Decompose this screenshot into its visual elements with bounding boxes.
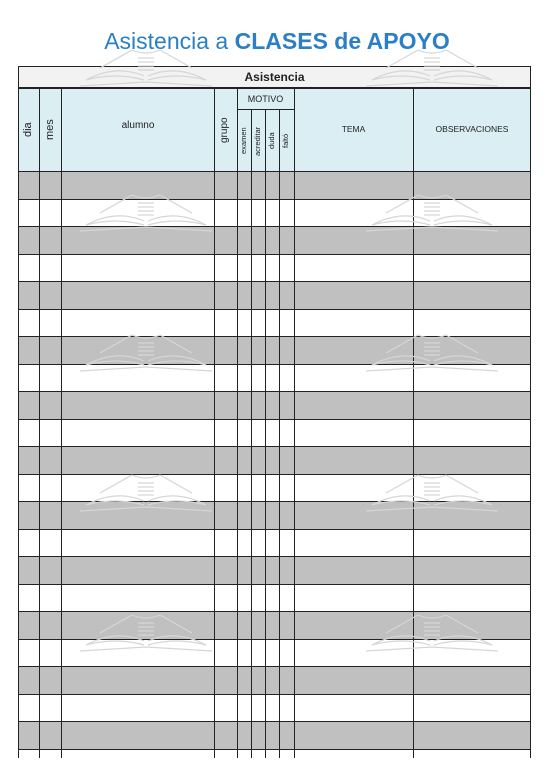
table-row <box>18 226 531 254</box>
grid-line <box>530 88 531 758</box>
grid-line <box>265 109 266 758</box>
col-header-alumno: alumno <box>62 120 214 131</box>
table-row <box>18 391 531 419</box>
col-header-mes: mes <box>43 116 57 144</box>
grid-line <box>279 109 280 758</box>
title-regular: Asistencia a <box>104 28 234 54</box>
grid-line <box>18 88 19 758</box>
grid-line <box>214 88 215 758</box>
table-row <box>18 419 531 447</box>
table-row <box>18 254 531 282</box>
table-row <box>18 446 531 474</box>
banner-label: Asistencia <box>18 66 531 88</box>
table-row <box>18 749 531 776</box>
table-row <box>18 171 531 199</box>
table-row <box>18 639 531 667</box>
table-row <box>18 584 531 612</box>
col-header-observaciones: OBSERVACIONES <box>413 124 531 134</box>
table-row <box>18 666 531 694</box>
grid-line <box>61 88 62 758</box>
table-row <box>18 501 531 529</box>
table-row <box>18 336 531 364</box>
table-row <box>18 364 531 392</box>
title-bold: CLASES de APOYO <box>235 28 450 54</box>
table-row <box>18 309 531 337</box>
table-row <box>18 281 531 309</box>
table-row <box>18 474 531 502</box>
table-row <box>18 556 531 584</box>
grid-line <box>39 88 40 758</box>
page-title <box>0 26 554 56</box>
attendance-sheet <box>18 66 531 758</box>
col-header-dia: dia <box>21 118 35 142</box>
grid-line <box>251 109 252 758</box>
col-header-tema: TEMA <box>294 124 413 134</box>
grid-line <box>294 88 295 758</box>
header-top-line <box>18 88 531 89</box>
table-row <box>18 721 531 749</box>
motivo-examen: examen <box>238 124 249 158</box>
col-header-grupo: grupo <box>218 114 232 146</box>
grid-line <box>237 88 238 758</box>
motivo-duda: duda <box>266 130 277 152</box>
table-row <box>18 529 531 557</box>
table-row <box>18 199 531 227</box>
grid-line <box>413 88 414 758</box>
table-row <box>18 611 531 639</box>
motivo-falto: faltó <box>280 130 291 152</box>
motivo-acreditar: acreditar <box>252 121 263 161</box>
table-row <box>18 694 531 722</box>
col-header-motivo: MOTIVO <box>237 92 294 106</box>
